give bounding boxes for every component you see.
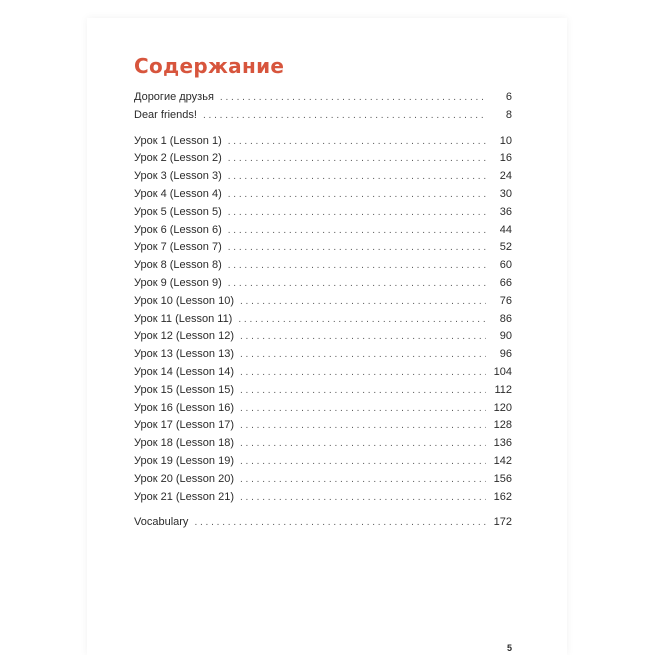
toc-entry-page: 16 [499,152,512,165]
toc-entry[interactable] [134,239,512,257]
toc-entry[interactable] [134,204,512,222]
dot-leader [228,275,486,293]
toc-entry[interactable] [134,400,512,418]
toc-entry-page: 6 [505,91,512,103]
toc-entry-label: Урок 11 (Lesson 11) [134,312,233,325]
dot-leader [240,453,486,471]
dot-leader [240,328,486,346]
dot-leader [238,311,486,329]
dot-leader [228,150,486,168]
toc-entry-label: Урок 12 (Lesson 12) [134,330,234,343]
toc-entry-label: Урок 2 (Lesson 2) [134,152,222,165]
toc-entry-label: Урок 6 (Lesson 6) [134,223,222,236]
toc-entry-page: 96 [499,348,512,361]
toc-entry[interactable] [134,311,512,329]
toc-entry-page: 162 [493,490,512,503]
toc-entry-page: 30 [499,187,512,200]
toc-entry-page: 90 [499,330,512,343]
toc-entry[interactable] [134,150,512,168]
toc-entry[interactable] [134,275,512,293]
dot-leader [240,382,486,400]
dot-leader [228,257,486,275]
table-of-contents [134,89,512,532]
dot-leader [240,489,486,507]
toc-entry[interactable] [134,489,512,507]
page-number: 5 [507,643,513,653]
toc-entry-label: Урок 1 (Lesson 1) [134,134,222,147]
toc-entry-label: Урок 20 (Lesson 20) [134,472,234,485]
toc-entry-label: Урок 9 (Lesson 9) [134,276,222,289]
toc-entry-label: Урок 15 (Lesson 15) [134,383,234,396]
dot-leader [240,346,486,364]
toc-entry-label: Урок 17 (Lesson 17) [134,419,234,432]
toc-entry-label: Урок 3 (Lesson 3) [134,170,222,183]
toc-entry-label: Урок 16 (Lesson 16) [134,401,234,414]
toc-entry-page: 136 [493,437,512,450]
toc-entry-label: Урок 18 (Lesson 18) [134,437,234,450]
toc-entry-label: Урок 14 (Lesson 14) [134,365,234,378]
dot-leader [228,186,486,204]
toc-entry-label: Урок 4 (Lesson 4) [134,187,222,200]
toc-entry-label: Урок 13 (Lesson 13) [134,348,234,361]
toc-entry-page: 128 [493,419,512,432]
toc-entry[interactable] [134,186,512,204]
toc-entry[interactable] [134,382,512,400]
dot-leader [220,89,486,107]
dot-leader [194,514,486,532]
toc-entry[interactable] [134,435,512,453]
dot-leader [240,293,486,311]
toc-entry-page: 112 [494,383,512,396]
toc-entry-label: Дорогие друзья [134,91,214,103]
toc-entry-page: 36 [499,205,512,218]
toc-entry-page: 44 [499,223,512,236]
toc-entry[interactable] [134,89,512,107]
toc-entry[interactable] [134,222,512,240]
toc-entry[interactable] [134,364,512,382]
toc-entry-label: Урок 10 (Lesson 10) [134,294,234,307]
toc-entry-label: Vocabulary [134,516,189,529]
toc-entry[interactable] [134,514,512,532]
toc-entry[interactable] [134,471,512,489]
toc-entry-label: Dear friends! [134,108,197,121]
toc-entry-page: 120 [493,401,512,414]
dot-leader [228,133,486,151]
toc-entry-page: 156 [493,472,512,485]
toc-entry-page: 66 [499,276,512,289]
dot-leader [228,168,486,186]
toc-entry-page: 8 [505,108,512,121]
dot-leader [203,107,486,125]
toc-entry-label: Урок 19 (Lesson 19) [134,454,234,467]
dot-leader [228,204,486,222]
dot-leader [240,435,486,453]
toc-entry[interactable] [134,346,512,364]
toc-entry[interactable] [134,107,512,125]
dot-leader [228,222,486,240]
toc-entry[interactable] [134,328,512,346]
toc-entry-page: 10 [499,134,512,147]
dot-leader [228,239,486,257]
toc-entry-page: 104 [493,365,512,378]
toc-entry[interactable] [134,257,512,275]
toc-entry-page: 76 [499,294,512,307]
dot-leader [240,400,486,418]
page-title: Содержание [134,54,285,78]
toc-entry-page: 52 [499,241,512,254]
dot-leader [240,417,486,435]
dot-leader [240,364,486,382]
toc-entry[interactable] [134,417,512,435]
toc-entry-page: 86 [499,312,512,325]
toc-entry[interactable] [134,293,512,311]
toc-entry-page: 172 [493,516,512,529]
toc-entry-label: Урок 7 (Lesson 7) [134,241,222,254]
toc-entry[interactable] [134,453,512,471]
book-page [87,18,567,655]
toc-entry-label: Урок 21 (Lesson 21) [134,490,234,503]
toc-entry-page: 142 [493,454,512,467]
toc-entry-page: 24 [499,170,512,183]
dot-leader [240,471,486,489]
toc-entry-page: 60 [499,259,512,272]
toc-entry[interactable] [134,133,512,151]
toc-entry-label: Урок 8 (Lesson 8) [134,259,222,272]
toc-entry[interactable] [134,168,512,186]
toc-entry-label: Урок 5 (Lesson 5) [134,205,222,218]
